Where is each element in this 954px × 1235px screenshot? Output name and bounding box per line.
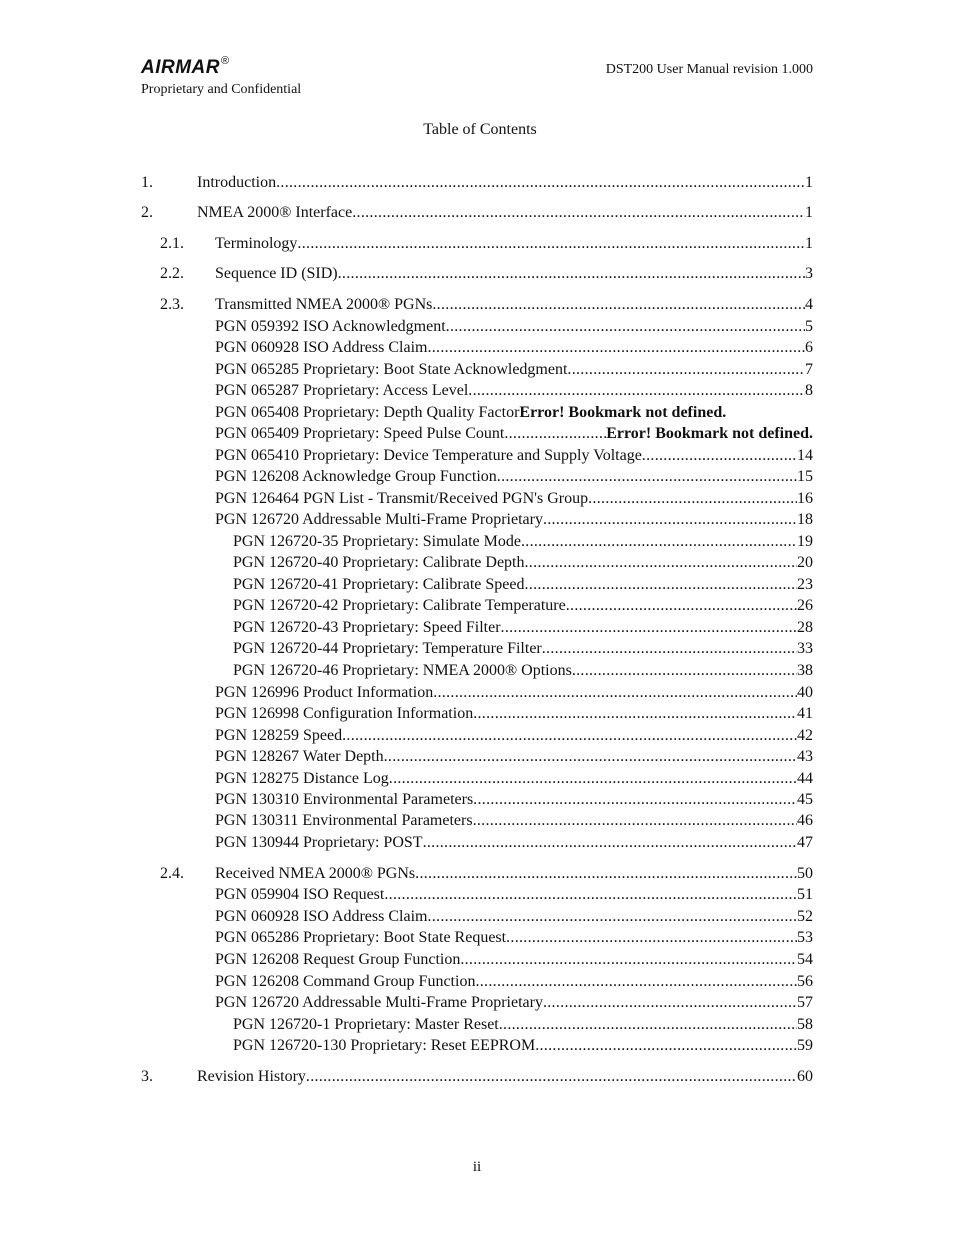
- toc-entry-page: 58: [797, 1016, 813, 1033]
- toc-entry-leader: [475, 972, 797, 992]
- toc-entry-leader: [446, 317, 805, 337]
- toc-entry-leader: [473, 811, 797, 831]
- toc-entry-leader: [306, 1067, 797, 1087]
- toc-entry-page: 46: [797, 812, 813, 829]
- toc-entry[interactable]: [215, 769, 813, 789]
- toc-entry-leader: [572, 661, 797, 681]
- toc-entry-title: Transmitted NMEA 2000® PGNs: [215, 296, 433, 313]
- toc-entry-number: 2.4.: [160, 865, 184, 882]
- toc-entry[interactable]: [215, 704, 813, 724]
- toc-entry-page: 18: [797, 511, 813, 528]
- toc-entry[interactable]: [233, 1036, 813, 1056]
- toc-entry-leader: [389, 769, 797, 789]
- toc-entry-page: 38: [797, 662, 813, 679]
- toc-entry-leader: [567, 360, 805, 380]
- page-number: ii: [472, 1159, 482, 1175]
- toc-entry[interactable]: [233, 661, 813, 681]
- toc-entry-title: PGN 060928 ISO Address Claim: [215, 339, 428, 356]
- toc-entry-page: 57: [797, 994, 813, 1011]
- toc-entry[interactable]: [215, 381, 813, 401]
- toc-entry-number: 3.: [141, 1068, 153, 1085]
- confidentiality-note: Proprietary and Confidential: [141, 82, 302, 97]
- toc-entry[interactable]: [215, 467, 813, 487]
- toc-entry[interactable]: [233, 639, 813, 659]
- toc-entry[interactable]: [141, 203, 813, 223]
- toc-entry[interactable]: [215, 907, 813, 927]
- toc-entry-leader: [525, 553, 798, 573]
- airmar-logo: [141, 57, 230, 79]
- toc-entry[interactable]: [215, 360, 813, 380]
- document-reference: DST200 User Manual revision 1.000: [605, 62, 813, 77]
- toc-entry-title: PGN 065285 Proprietary: Boot State Acknowledgment: [215, 361, 568, 378]
- toc-entry-page: 20: [797, 554, 813, 571]
- toc-entry-title: NMEA 2000® Interface: [197, 204, 353, 221]
- toc-entry-page: 54: [797, 951, 813, 968]
- toc-entry-page: 56: [797, 973, 813, 990]
- toc-entry[interactable]: [233, 553, 813, 573]
- toc-entry-page: 26: [797, 597, 813, 614]
- toc-entry-title: PGN 126208 Acknowledge Group Function: [215, 468, 497, 485]
- toc-entry-leader: [504, 424, 606, 444]
- toc-entry-number: 2.2.: [160, 265, 184, 282]
- toc-entry-leader: [521, 532, 797, 552]
- toc-entry-page: 3: [805, 265, 813, 282]
- toc-entry-number: 1.: [141, 174, 153, 191]
- toc-entry-title: Introduction: [197, 174, 277, 191]
- toc-entry[interactable]: [233, 1015, 813, 1035]
- toc-entry-page: 60: [797, 1068, 813, 1085]
- toc-entry-title: PGN 126208 Request Group Function: [215, 951, 461, 968]
- toc-entry-page: 1: [805, 174, 813, 191]
- toc-entry-page: 15: [797, 468, 813, 485]
- toc-entry-title: PGN 065410 Proprietary: Device Temperature and Supply Voltage: [215, 447, 642, 464]
- toc-entry[interactable]: [215, 424, 813, 444]
- toc-entry-number: 2.3.: [160, 296, 184, 313]
- toc-entry-leader: [497, 467, 797, 487]
- toc-entry-leader: [432, 295, 805, 315]
- toc-entry[interactable]: [233, 596, 813, 616]
- toc-entry-title: PGN 065409 Proprietary: Speed Pulse Count: [215, 425, 505, 442]
- toc-entry-title: PGN 065286 Proprietary: Boot State Request: [215, 929, 507, 946]
- toc-entry-title: PGN 126720-44 Proprietary: Temperature Filter: [233, 640, 542, 657]
- toc-entry-page: 41: [797, 705, 813, 722]
- toc-entry-leader: [297, 234, 805, 254]
- toc-entry-page: 16: [797, 490, 813, 507]
- toc-entry-leader: [423, 833, 797, 853]
- toc-entry[interactable]: [233, 532, 813, 552]
- toc-entry-page: 6: [805, 339, 813, 356]
- toc-entry-title: PGN 126464 PGN List - Transmit/Received PGN's Group: [215, 490, 589, 507]
- toc-entry-leader: [352, 203, 805, 223]
- toc-entry[interactable]: [215, 885, 813, 905]
- toc-entry-leader: [506, 928, 797, 948]
- toc-entry-title: PGN 130944 Proprietary: POST: [215, 834, 423, 851]
- toc-entry-page: 5: [805, 318, 813, 335]
- toc-entry-title: Sequence ID (SID): [215, 265, 338, 282]
- toc-entry-leader: [468, 381, 805, 401]
- toc-entry-title: PGN 128275 Distance Log: [215, 770, 389, 787]
- toc-entry-leader: [501, 618, 797, 638]
- toc-entry-title: PGN 126208 Command Group Function: [215, 973, 476, 990]
- toc-entry-leader: [342, 726, 797, 746]
- logo-text: AIRMAR: [141, 57, 220, 78]
- toc-entry-title: PGN 128267 Water Depth: [215, 748, 384, 765]
- toc-entry-title: PGN 126720-46 Proprietary: NMEA 2000® Options: [233, 662, 572, 679]
- toc-entry[interactable]: [215, 833, 813, 853]
- toc-entry[interactable]: [215, 928, 813, 948]
- toc-entry-title: PGN 130310 Environmental Parameters: [215, 791, 474, 808]
- toc-entry-title: PGN 065287 Proprietary: Access Level: [215, 382, 469, 399]
- toc-entry-title: PGN 126720-43 Proprietary: Speed Filter: [233, 619, 501, 636]
- toc-entry[interactable]: [215, 510, 813, 530]
- toc-entry-leader: [460, 950, 797, 970]
- toc-entry-page: 47: [797, 834, 813, 851]
- toc-entry-page: 19: [797, 533, 813, 550]
- toc-entry-leader: [338, 264, 805, 284]
- toc-entry-page: 14: [797, 447, 813, 464]
- toc-entry-page: 7: [805, 361, 813, 378]
- toc-entry-leader: [499, 1015, 797, 1035]
- toc-entry-leader: [542, 639, 797, 659]
- toc-entry-page: 4: [805, 296, 813, 313]
- toc-entry-title: PGN 065408 Proprietary: Depth Quality Factor: [215, 404, 520, 421]
- toc-entry[interactable]: [141, 173, 813, 193]
- toc-entry-leader: [543, 510, 797, 530]
- toc-entry-page: 53: [797, 929, 813, 946]
- toc-entry-leader: [384, 885, 797, 905]
- toc-entry-leader: [566, 596, 797, 616]
- toc-entry-title: PGN 126720-42 Proprietary: Calibrate Temperature: [233, 597, 566, 614]
- toc-entry-page: 1: [805, 235, 813, 252]
- toc-entry[interactable]: [215, 726, 813, 746]
- toc-entry-page: 42: [797, 727, 813, 744]
- toc-entry[interactable]: [160, 295, 813, 315]
- toc-entry[interactable]: [233, 575, 813, 595]
- toc-entry-title: PGN 126720-130 Proprietary: Reset EEPROM: [233, 1037, 536, 1054]
- toc-entry-title: Terminology: [215, 235, 298, 252]
- toc-entry-page: 43: [797, 748, 813, 765]
- toc-entry-title: Revision History: [197, 1068, 306, 1085]
- toc-entry-page: 44: [797, 770, 813, 787]
- toc-entry-page: 40: [797, 684, 813, 701]
- toc-entry[interactable]: [215, 972, 813, 992]
- toc-entry[interactable]: [215, 747, 813, 767]
- toc-entry-leader: [642, 446, 797, 466]
- toc-entry-leader: [415, 864, 797, 884]
- toc-entry-title: PGN 059904 ISO Request: [215, 886, 385, 903]
- toc-entry[interactable]: [215, 403, 813, 423]
- toc-entry-title: PGN 126720 Addressable Multi-Frame Proprietary: [215, 511, 543, 528]
- toc-entry-title: PGN 059392 ISO Acknowledgment: [215, 318, 446, 335]
- toc-entry-title: PGN 126720-1 Proprietary: Master Reset: [233, 1016, 499, 1033]
- toc-entry-leader: [543, 993, 797, 1013]
- toc-entry-title: PGN 126996 Product Information: [215, 684, 434, 701]
- toc-entry-leader: [525, 575, 798, 595]
- toc-entry-page: 1: [805, 204, 813, 221]
- toc-entry-number: 2.: [141, 204, 153, 221]
- toc-entry-error: Error! Bookmark not defined.: [606, 425, 813, 442]
- toc-entry[interactable]: [215, 489, 813, 509]
- registered-mark: ®: [221, 55, 230, 67]
- toc-entry[interactable]: [160, 234, 813, 254]
- toc-entry[interactable]: [215, 317, 813, 337]
- toc-entry-leader: [276, 173, 805, 193]
- toc-entry-title: PGN 130311 Environmental Parameters: [215, 812, 473, 829]
- toc-title: Table of Contents: [423, 121, 537, 138]
- toc-entry[interactable]: [215, 790, 813, 810]
- toc-entry-title: PGN 126720-40 Proprietary: Calibrate Depth: [233, 554, 525, 571]
- toc-entry-number: 2.1.: [160, 235, 184, 252]
- toc-entry[interactable]: [215, 811, 813, 831]
- toc-entry[interactable]: [215, 993, 813, 1013]
- toc-entry-leader: [473, 790, 797, 810]
- toc-entry-title: PGN 126720-35 Proprietary: Simulate Mode: [233, 533, 521, 550]
- toc-entry[interactable]: [160, 264, 813, 284]
- toc-entry-page: 23: [797, 576, 813, 593]
- toc-entry-page: 51: [797, 886, 813, 903]
- toc-entry[interactable]: [160, 864, 813, 884]
- toc-entry-leader: [433, 683, 797, 703]
- toc-entry[interactable]: [215, 446, 813, 466]
- toc-entry-title: Received NMEA 2000® PGNs: [215, 865, 416, 882]
- toc-entry-leader: [384, 747, 797, 767]
- toc-entry-title: PGN 126720 Addressable Multi-Frame Proprietary: [215, 994, 543, 1011]
- toc-entry[interactable]: [215, 338, 813, 358]
- toc-entry-page: 59: [797, 1037, 813, 1054]
- toc-entry-page: 8: [805, 382, 813, 399]
- toc-entry-title: PGN 128259 Speed: [215, 727, 343, 744]
- toc-entry-title: PGN 060928 ISO Address Claim: [215, 908, 428, 925]
- toc-entry[interactable]: [233, 618, 813, 638]
- toc-entry-page: 33: [797, 640, 813, 657]
- toc-entry-title: PGN 126720-41 Proprietary: Calibrate Speed: [233, 576, 525, 593]
- toc-entry-page: 28: [797, 619, 813, 636]
- toc-entry[interactable]: [215, 950, 813, 970]
- toc-entry[interactable]: [141, 1067, 813, 1087]
- toc-entry-leader: [588, 489, 797, 509]
- toc-entry-leader: [535, 1036, 797, 1056]
- toc-entry-leader: [427, 338, 805, 358]
- toc-entry-leader: [473, 704, 797, 724]
- toc-entry-page: 50: [797, 865, 813, 882]
- toc-entry-page: 45: [797, 791, 813, 808]
- toc-entry-title: PGN 126998 Configuration Information: [215, 705, 474, 722]
- toc-entry[interactable]: [215, 683, 813, 703]
- toc-entry-leader: [427, 907, 797, 927]
- toc-entry-page: 52: [797, 908, 813, 925]
- toc-entry-error: Error! Bookmark not defined.: [519, 404, 727, 421]
